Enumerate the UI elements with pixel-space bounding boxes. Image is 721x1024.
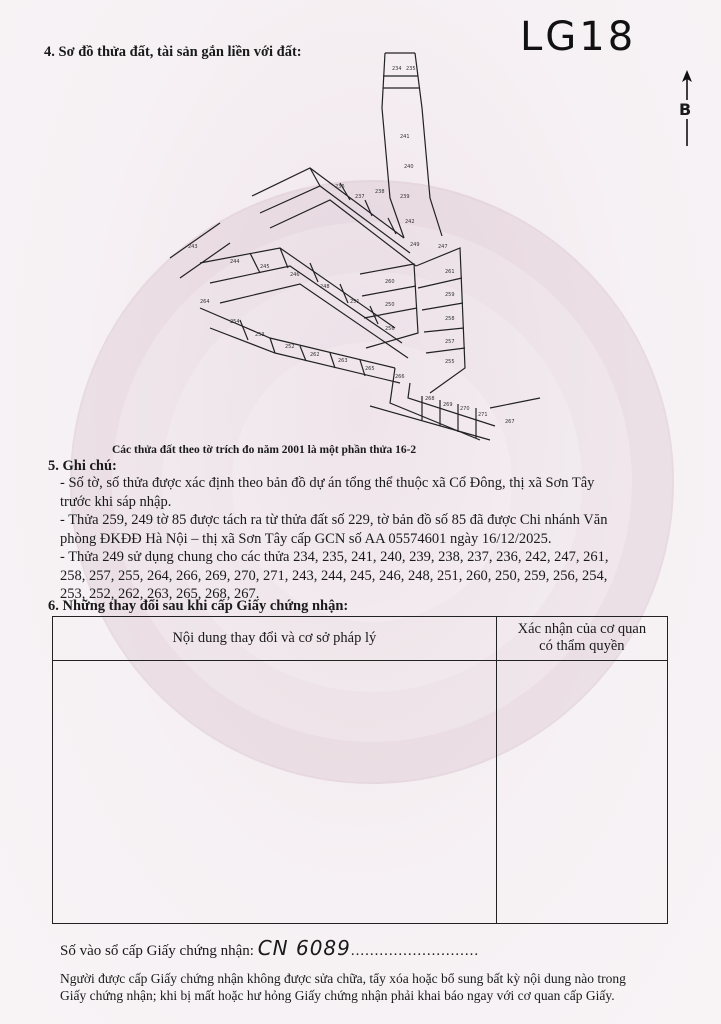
col1-header: Nội dung thay đổi và cơ sở pháp lý <box>172 630 377 646</box>
svg-text:267: 267 <box>505 419 515 425</box>
svg-text:234: 234 <box>392 66 402 72</box>
col2-header-line2: có thẩm quyền <box>539 638 625 654</box>
svg-text:263: 263 <box>338 358 348 364</box>
warning-text <box>60 970 700 1004</box>
svg-text:256: 256 <box>385 326 395 332</box>
svg-text:261: 261 <box>445 269 455 275</box>
note-line: phòng ĐKĐĐ Hà Nội – thị xã Sơn Tây cấp GCN số AA 05574601 ngày 16/12/2025. <box>60 530 552 547</box>
changes-content-cell <box>53 661 497 924</box>
svg-text:262: 262 <box>310 352 320 358</box>
map-caption: Các thửa đất theo tờ trích đo năm 2001 là một phần thửa 16-2 <box>112 444 417 456</box>
svg-text:248: 248 <box>320 284 330 290</box>
changes-table-body <box>53 661 668 924</box>
notes-block <box>60 474 690 604</box>
note-line: trước khi sáp nhập. <box>60 493 172 510</box>
svg-text:246: 246 <box>290 272 300 278</box>
svg-text:252: 252 <box>285 344 295 350</box>
svg-text:241: 241 <box>400 134 410 140</box>
svg-text:260: 260 <box>385 279 395 285</box>
svg-text:249: 249 <box>410 242 420 248</box>
north-label: B <box>679 100 692 119</box>
note-line: - Thửa 249 sử dụng chung cho các thửa 234, 235, 241, 240, 239, 238, 237, 236, 242, 247, 261, <box>60 549 609 565</box>
svg-text:271: 271 <box>478 412 488 418</box>
changes-table-header <box>53 617 668 661</box>
registration-dots: ........................... <box>350 943 480 959</box>
note-line: - Thửa 259, 249 tờ 85 được tách ra từ thửa đất số 229, tờ bản đồ số 85 đã được Chi nhánh Văn <box>60 512 608 528</box>
svg-text:250: 250 <box>385 302 395 308</box>
svg-text:264: 264 <box>200 299 210 305</box>
svg-text:266: 266 <box>395 374 405 380</box>
col2-header-cell <box>496 617 667 661</box>
svg-text:236: 236 <box>335 184 345 190</box>
changes-table <box>52 616 668 924</box>
svg-text:255: 255 <box>445 359 455 365</box>
svg-text:253: 253 <box>255 332 265 338</box>
warning-line2: Giấy chứng nhận; khi bị mất hoặc hư hỏng Giấy chứng nhận phải khai báo ngay với cơ quan cấp Giấy. <box>60 988 615 1003</box>
registration-label: Số vào sổ cấp Giấy chứng nhận: <box>60 943 254 959</box>
svg-text:237: 237 <box>355 194 365 200</box>
svg-text:268: 268 <box>425 396 435 402</box>
svg-text:247: 247 <box>438 244 448 250</box>
svg-text:240: 240 <box>404 164 414 170</box>
section6-title: 6. Những thay đổi sau khi cấp Giấy chứng nhận: <box>48 598 349 614</box>
svg-text:244: 244 <box>230 259 240 265</box>
note-line: 258, 257, 255, 264, 266, 269, 270, 271, 243, 244, 245, 246, 248, 251, 260, 250, 259, 256, 254, <box>60 567 608 584</box>
svg-text:239: 239 <box>400 194 410 200</box>
svg-text:243: 243 <box>188 244 198 250</box>
registration-line <box>60 936 479 960</box>
svg-text:245: 245 <box>260 264 270 270</box>
changes-confirmation-cell <box>496 661 667 924</box>
svg-text:270: 270 <box>460 406 470 412</box>
col1-header-cell <box>53 617 497 661</box>
col2-header-line1: Xác nhận của cơ quan <box>517 621 647 637</box>
note-line: - Số tờ, số thửa được xác định theo bản đồ dự án tổng thể thuộc xã Cổ Đông, thị xã Sơn Tây <box>60 475 595 491</box>
warning-line1: Người được cấp Giấy chứng nhận không được sửa chữa, tẩy xóa hoặc bổ sung bất kỳ nội dung nào trong <box>60 971 626 986</box>
parcel-map <box>160 48 560 448</box>
svg-text:254: 254 <box>230 319 240 325</box>
svg-text:235: 235 <box>406 66 416 72</box>
svg-text:257: 257 <box>445 339 455 345</box>
svg-text:242: 242 <box>405 219 415 225</box>
svg-text:259: 259 <box>445 292 455 298</box>
section5-title: 5. Ghi chú: <box>48 458 117 474</box>
corner-code: LG18 <box>520 14 637 60</box>
svg-text:251: 251 <box>350 299 360 305</box>
svg-text:269: 269 <box>443 402 453 408</box>
registration-value: CN 6089 <box>257 936 351 960</box>
svg-text:258: 258 <box>445 316 455 322</box>
note-line: 253, 252, 262, 263, 265, 268, 267. <box>60 586 260 602</box>
svg-text:238: 238 <box>375 189 385 195</box>
section4-title: 4. Sơ đồ thửa đất, tài sản gắn liền với đất: <box>44 44 302 60</box>
north-arrow <box>676 70 698 150</box>
svg-text:265: 265 <box>365 366 375 372</box>
